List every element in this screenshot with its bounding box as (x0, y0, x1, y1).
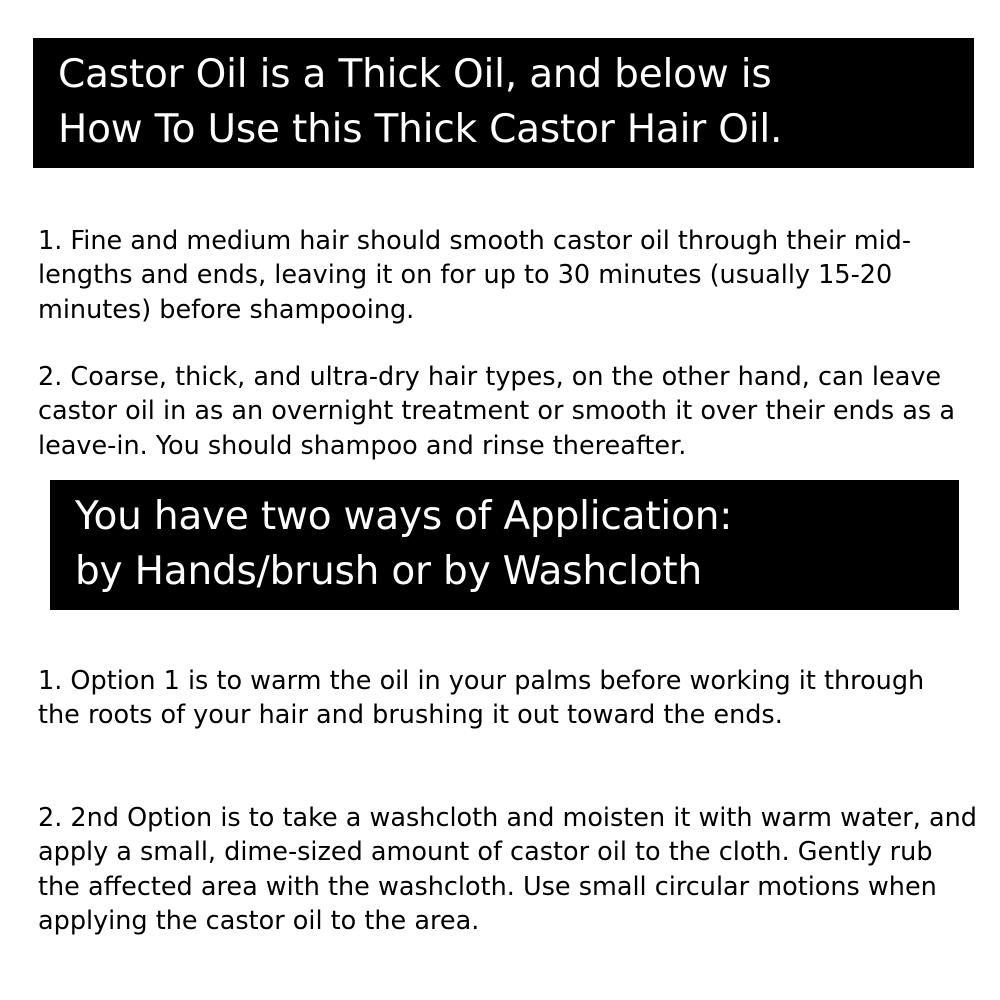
heading-banner-primary-line-1: Castor Oil is a Thick Oil, and below is (58, 52, 772, 97)
heading-banner-primary-line-2: How To Use this Thick Castor Hair Oil. (58, 107, 783, 152)
body-paragraph-3: 1. Option 1 is to warm the oil in your palms before working it through the roots of your hair and brushing it out toward the ends. (38, 665, 925, 730)
heading-banner-secondary-line-2: by Hands/brush or by Washcloth (75, 549, 703, 594)
body-paragraph-2: 2. Coarse, thick, and ultra-dry hair types, on the other hand, can leave castor oil in as an overnight treatment or smooth it over their ends as a leave-in. You should shampoo and rinse thereafter. (38, 361, 955, 461)
heading-banner-secondary-line-1: You have two ways of Application: (75, 494, 733, 539)
heading-banner-secondary (50, 480, 959, 610)
heading-banner-primary (33, 38, 974, 168)
body-paragraph-4: 2. 2nd Option is to take a washcloth and moisten it with warm water, and apply a small, dime-sized amount of castor oil to the cloth. Gently rub the affected area with the washcloth. Use small circular motions when applying the castor oil to the area. (38, 802, 977, 936)
body-paragraph-1: 1. Fine and medium hair should smooth castor oil through their mid-lengths and ends, leaving it on for up to 30 minutes (usually 15-20 minutes) before shampooing. (38, 225, 912, 325)
